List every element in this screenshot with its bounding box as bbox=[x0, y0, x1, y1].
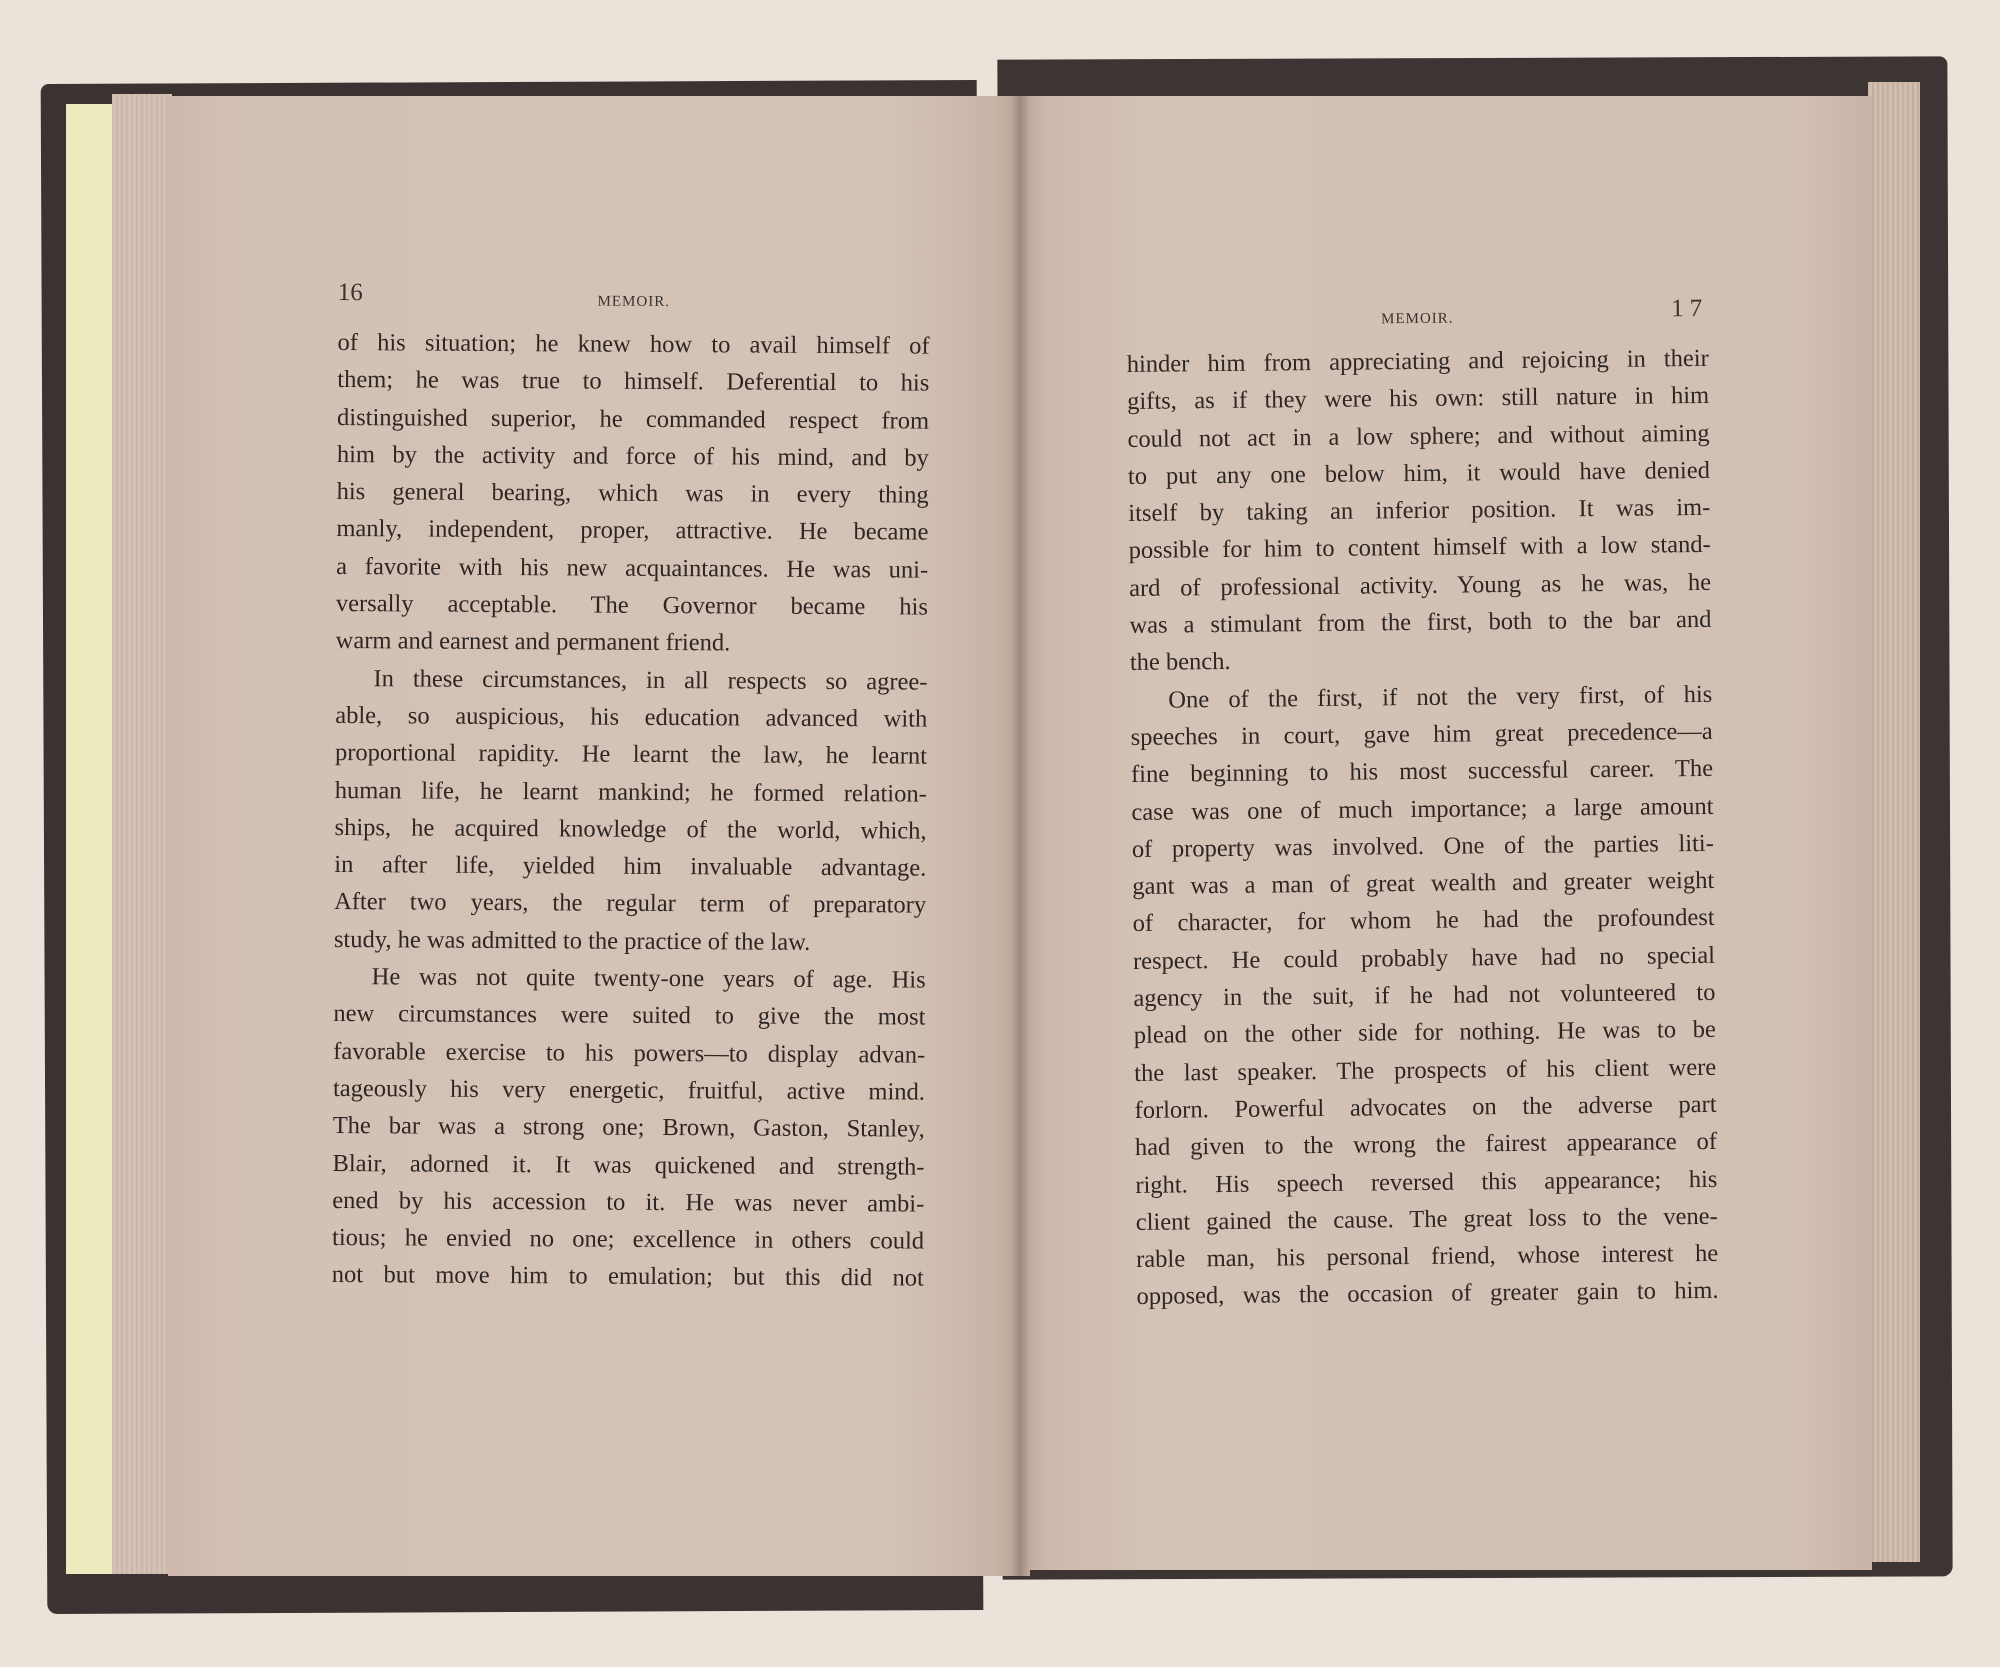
text-line: study, he was admitted to the practice of the law. bbox=[333, 925, 811, 956]
text-line: distinguished superior, he commanded respect from bbox=[337, 403, 930, 435]
text-line: plead on the other side for nothing. He was to be bbox=[1133, 1016, 1716, 1050]
text-line: not but move him to emulation; but this did not bbox=[331, 1261, 924, 1293]
text-line: gant was a man of great wealth and greater weight bbox=[1132, 867, 1715, 901]
text-line: in after life, yielded him invaluable advantage. bbox=[334, 851, 927, 882]
text-line: the last speaker. The prospects of his client were bbox=[1134, 1053, 1717, 1087]
text-line: ard of professional activity. Young as he was, he bbox=[1128, 568, 1712, 602]
text-line: ships, he acquired knowledge of the world, which, bbox=[334, 813, 927, 845]
text-line: proportional rapidity. He learnt the law, he learnt bbox=[334, 739, 928, 770]
text-line: had given to the wrong the fairest appearance of bbox=[1134, 1128, 1718, 1162]
text-line: itself by taking an inferior position. It was im- bbox=[1128, 494, 1711, 528]
text-line: could not act in a low sphere; and without aiming bbox=[1127, 419, 1710, 453]
text-line: One of the first, if not the very first, of his bbox=[1168, 680, 1713, 714]
text-line: ened by his accession to it. He was never ambi- bbox=[332, 1186, 925, 1218]
text-line: new circumstances were suited to give the most bbox=[333, 1000, 926, 1031]
text-line: human life, he learnt mankind; he formed relation- bbox=[334, 776, 927, 808]
text-line: his general bearing, which was in every thing bbox=[336, 478, 929, 509]
text-line: He was not quite twenty-one years of age. His bbox=[371, 963, 926, 994]
text-line: manly, independent, proper, attractive. He became bbox=[336, 515, 929, 547]
text-line: speeches in court, gave him great precedence—a bbox=[1130, 717, 1713, 751]
text-line: the bench. bbox=[1129, 648, 1231, 677]
left-page-text bbox=[332, 268, 930, 1297]
text-line: a favorite with his new acquaintances. He was uni- bbox=[336, 552, 929, 584]
page-edges-left bbox=[112, 94, 172, 1574]
text-line: The bar was a strong one; Brown, Gaston, Stanley, bbox=[332, 1112, 925, 1143]
text-line: was a stimulant from the first, both to the bar and bbox=[1129, 605, 1712, 640]
text-line: possible for him to content himself with a low stand- bbox=[1128, 531, 1711, 565]
text-line: fine beginning to his most successful career. The bbox=[1130, 755, 1714, 789]
text-line: opposed, was the occasion of greater gain to him. bbox=[1136, 1277, 1719, 1311]
running-head: MEMOIR. bbox=[597, 293, 671, 311]
text-line: rable man, his personal friend, whose interest he bbox=[1136, 1239, 1719, 1274]
text-line: case was one of much importance; a large amount bbox=[1131, 792, 1714, 826]
text-line: agency in the suit, if he had not volunteered to bbox=[1133, 978, 1716, 1013]
book-gutter bbox=[1010, 96, 1030, 1576]
text-line: Blair, adorned it. It was quickened and strength- bbox=[332, 1149, 925, 1181]
text-line: of his situation; he knew how to avail himself of bbox=[337, 328, 930, 360]
right-page-text bbox=[1126, 284, 1719, 1316]
text-line: After two years, the regular term of preparatory bbox=[334, 888, 927, 920]
page-number: 17 bbox=[1671, 294, 1709, 323]
text-line: favorable exercise to his powers—to display advan- bbox=[333, 1037, 926, 1069]
text-line: respect. He could probably have had no special bbox=[1132, 941, 1716, 975]
right-page-header bbox=[1126, 284, 1709, 346]
text-line: of property was involved. One of the parties liti- bbox=[1131, 829, 1714, 863]
text-line: of character, for whom he had the profoundest bbox=[1132, 904, 1715, 938]
running-head: MEMOIR. bbox=[1381, 310, 1454, 328]
text-line: gifts, as if they were his own: still nature in him bbox=[1127, 382, 1710, 416]
text-line: forlorn. Powerful advocates on the adverse part bbox=[1134, 1090, 1717, 1124]
left-page-header bbox=[338, 268, 930, 328]
text-line: hinder him from appreciating and rejoicing in their bbox=[1126, 344, 1709, 378]
text-line: versally acceptable. The Governor became his bbox=[335, 590, 929, 621]
text-line: them; he was true to himself. Deferential to his bbox=[337, 366, 930, 397]
page-number: 16 bbox=[337, 278, 363, 307]
text-line: warm and earnest and permanent friend. bbox=[335, 627, 731, 657]
page-edges-right bbox=[1868, 82, 1920, 1562]
text-line: him by the activity and force of his mind, and by bbox=[336, 440, 929, 472]
text-line: right. His speech reversed this appearance; his bbox=[1135, 1165, 1718, 1199]
text-line: tious; he envied no one; excellence in others could bbox=[331, 1224, 925, 1255]
text-line: able, so auspicious, his education advanced with bbox=[335, 701, 928, 733]
text-line: client gained the cause. The great loss to the vene- bbox=[1135, 1202, 1718, 1236]
text-line: In these circumstances, in all respects so agree- bbox=[373, 664, 928, 696]
text-line: tageously his very energetic, fruitful, active mind. bbox=[332, 1074, 926, 1106]
text-line: to put any one below him, it would have denied bbox=[1127, 456, 1711, 490]
